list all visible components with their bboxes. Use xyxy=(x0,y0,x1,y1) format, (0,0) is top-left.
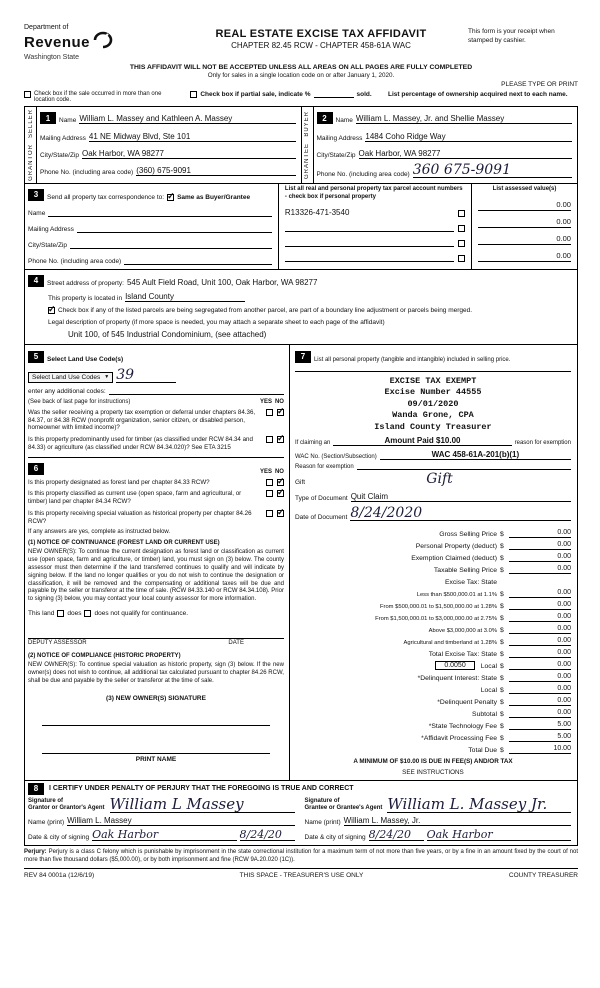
grantee-side-label: GRANTEE xyxy=(304,142,310,179)
s5-q1-yes-checkbox[interactable] xyxy=(266,409,273,416)
s5-q2-no-checkbox[interactable] xyxy=(277,436,284,443)
ownership-note: List percentage of ownership acquired next to each name. xyxy=(388,91,568,98)
s6-no-header: NO xyxy=(274,468,284,475)
dollar-sign: $ xyxy=(499,638,504,646)
stamp-line-4: Wanda Grone, CPA xyxy=(392,410,474,421)
multi-location-checkbox[interactable] xyxy=(24,91,31,98)
forest-land-section xyxy=(28,457,284,764)
money-value-1[interactable]: 0.00 xyxy=(509,541,571,550)
grantee-date-city-b[interactable]: Oak Harbor xyxy=(427,829,571,841)
money-value-3[interactable]: 0.00 xyxy=(509,565,571,574)
money-value-15[interactable]: 0.00 xyxy=(509,709,571,718)
land-does-not-checkbox[interactable] xyxy=(84,610,91,617)
revenue-swirl-icon xyxy=(92,31,114,54)
money-label-7: From $1,500,000.01 to $3,000,000.00 at 2.75% xyxy=(375,615,497,622)
receipt-note: This form is your receipt when stamped by cashier. xyxy=(468,28,555,44)
street-address-label: Street address of property: xyxy=(47,279,124,287)
amount-paid-value[interactable]: Amount Paid $10.00 xyxy=(333,436,511,446)
stamp-line-1: EXCISE TAX EXEMPT xyxy=(389,375,477,386)
segregated-label: Check box if any of the listed parcels are being segregated from another parcel, are part of a boundary line adjustment or parcels being merged. xyxy=(58,306,473,314)
money-label-10: Total Excise Tax: State xyxy=(428,650,497,658)
s5-question-1: Was the seller receiving a property tax exemption or deferral under chapters 84.36, 84.37, or 84.38 RCW (nonprofit organization, senior citizen, or disabled person, homeowner with limited income)? xyxy=(28,408,256,432)
grantee-date-city-a[interactable]: 8/24/20 xyxy=(369,829,424,841)
additional-codes-label: enter any additional codes: xyxy=(28,387,106,395)
money-label-4: Excise Tax: State xyxy=(444,578,497,586)
dollar-sign: $ xyxy=(499,674,504,682)
personal-property-field[interactable] xyxy=(295,363,571,372)
notice-1-title: (1) NOTICE OF CONTINUANCE (FOREST LAND OR CURRENT USE) xyxy=(28,540,220,547)
parcel-numbers-header: List all real and personal property tax parcel account numbers - check box if personal property xyxy=(284,185,463,200)
money-value-8[interactable]: 0.00 xyxy=(509,625,571,634)
legal-description-label: Legal description of property (if more space is needed, you may attach a separate sheet to each page of the affidavit) xyxy=(48,318,385,326)
dollar-sign: $ xyxy=(499,554,504,562)
correspondence-citystatezip-field[interactable] xyxy=(70,248,272,249)
money-value-13[interactable]: 0.00 xyxy=(509,685,571,694)
money-value-18[interactable]: 10.00 xyxy=(509,745,571,754)
stamp-line-5: Island County Treasurer xyxy=(374,421,492,432)
parcel-number-1-value[interactable]: R13326-471-3540 xyxy=(284,207,350,217)
money-label-9: Agricultural and timberland at 1.28% xyxy=(403,639,497,646)
grantor-print-name-label: Name (print) xyxy=(28,818,65,826)
money-value-4 xyxy=(509,585,571,586)
s6-q2-yes-checkbox[interactable] xyxy=(266,490,273,497)
section-1-number: 1 xyxy=(40,112,56,124)
dollar-sign: $ xyxy=(499,530,504,538)
dollar-sign: $ xyxy=(499,650,504,658)
reason-exemption-suffix: reason for exemption xyxy=(514,440,571,447)
buyer-grantee-section xyxy=(302,107,578,183)
dollar-sign: $ xyxy=(499,566,504,574)
dollar-sign: $ xyxy=(499,686,504,694)
dollar-sign: $ xyxy=(499,746,504,754)
correspondence-name-field[interactable] xyxy=(48,216,272,217)
perjury-paragraph xyxy=(24,849,578,865)
land-use-select[interactable] xyxy=(28,372,113,383)
seller-citystatezip-value[interactable]: Oak Harbor, WA 98277 xyxy=(82,149,295,159)
minimum-due-note: A MINIMUM OF $10.00 IS DUE IN FEE(S) AND/OR TAX xyxy=(353,757,513,765)
dollar-sign: $ xyxy=(499,698,504,706)
s6-question-2: Is this property classified as current use (open space, farm and agricultural, or timber) land per chapter 84.34 RCW? xyxy=(28,490,242,506)
dollar-sign: $ xyxy=(499,590,504,598)
money-value-6[interactable]: 0.00 xyxy=(509,601,571,610)
personal-property-title: List all personal property (tangible and intangible) included in selling price. xyxy=(313,356,511,363)
assessed-value-1[interactable]: 0.00 xyxy=(478,200,571,211)
grantor-date-city-b[interactable]: 8/24/20 xyxy=(240,829,295,841)
deputy-assessor-label: DEPUTY ASSESSOR xyxy=(28,640,87,646)
parcel-2-personal-property-checkbox[interactable] xyxy=(458,225,465,232)
dollar-sign: $ xyxy=(499,662,504,670)
grantee-sig-label-2: Grantee or Grantee's Agent xyxy=(304,805,383,812)
date-of-document-label: Date of Document xyxy=(294,514,348,522)
partial-sale-checkbox[interactable] xyxy=(190,91,197,98)
print-name-label: PRINT NAME xyxy=(135,756,177,764)
form-subtitle: CHAPTER 82.45 RCW - CHAPTER 458-61A WAC xyxy=(231,41,411,50)
washington-state-label: Washington State xyxy=(24,54,79,61)
same-as-buyer-label: Same as Buyer/Grantee xyxy=(177,193,251,201)
s5-question-2: Is this property predominantly used for timber (as classified under RCW 84.34 and 84.33) or agriculture (as classified under RCW 84.34.020)? See ETA 3215 xyxy=(28,436,253,451)
grantor-sig-label-1: Signature of xyxy=(28,797,64,804)
land-does-checkbox[interactable] xyxy=(57,610,64,617)
money-value-0[interactable]: 0.00 xyxy=(509,529,571,538)
money-label-1: Personal Property (deduct) xyxy=(415,542,497,550)
s6-q1-yes-checkbox[interactable] xyxy=(266,479,273,486)
located-in-label: This property is located in xyxy=(48,294,123,302)
section-2-number: 2 xyxy=(317,112,333,124)
money-label-3: Taxable Selling Price xyxy=(433,566,497,574)
if-claiming-label: If claiming an xyxy=(294,440,331,447)
money-label-13: Local xyxy=(480,686,497,694)
deputy-date-label: DATE xyxy=(228,640,244,646)
revenue-wordmark: Revenue xyxy=(24,34,91,51)
notice-2-body: NEW OWNER(S): To continue special valuation as historic property, sign (3) below. If the new owner(s) does not wish to continue, all additional tax calculated pursuant to chapter 84.26 RCW, shall be due and payable by the seller or transferor at the time of sale. xyxy=(28,662,284,684)
chevron-down-icon: ▼ xyxy=(104,374,110,381)
grantee-signature-block xyxy=(305,795,572,841)
segregated-checkbox[interactable] xyxy=(48,307,55,314)
please-type-label: PLEASE TYPE OR PRINT xyxy=(501,81,578,88)
grantor-sig-label-2: Grantor or Grantor's Agent xyxy=(28,805,105,812)
money-value-2[interactable]: 0.00 xyxy=(509,553,571,562)
section-4-number: 4 xyxy=(28,275,44,287)
section-8-number: 8 xyxy=(28,783,44,795)
treasurer-use-label: THIS SPACE - TREASURER'S USE ONLY xyxy=(239,872,364,880)
seller-phone-label: Phone No. (including area code) xyxy=(40,169,134,176)
section-3-number: 3 xyxy=(28,189,44,201)
money-label-5: Less than $500,000.01 at 1.1% xyxy=(416,591,497,598)
dollar-sign: $ xyxy=(499,734,504,742)
dollar-sign: $ xyxy=(499,626,504,634)
form-title: REAL ESTATE EXCISE TAX AFFIDAVIT xyxy=(215,28,427,40)
money-label-18: Total Due xyxy=(468,746,497,754)
wac-label: WAC No. (Section/Subsection) xyxy=(294,454,377,461)
partial-sale-percent-field[interactable] xyxy=(314,97,354,98)
money-value-16[interactable]: 5.00 xyxy=(509,721,571,730)
perjury-body: Perjury is a class C felony which is punishable by imprisonment in the state correctional institution for a maximum term of not more than five years, or by a fine in an amount fixed by the court of not more than five thousand dollars ($5,000.00), or by both imprisonment and fine (RCW 9A.20.020 (1C)). xyxy=(24,848,579,863)
assessed-value-2[interactable]: 0.00 xyxy=(478,217,571,228)
grantor-date-city-label: Date & city of signing xyxy=(28,833,90,841)
s5-no-header: NO xyxy=(274,398,284,405)
type-of-document-value[interactable]: Quit Claim xyxy=(351,492,571,502)
money-label-15: Subtotal xyxy=(472,710,497,718)
seller-grantor-section xyxy=(25,107,302,183)
land-use-title: Select Land Use Code(s) xyxy=(47,355,124,363)
reason-field[interactable] xyxy=(357,469,571,470)
money-label-6: From $500,000.01 to $1,500,000.00 at 1.28% xyxy=(379,603,497,610)
stamp-line-3: 09/01/2020 xyxy=(407,398,459,409)
s6-yes-header: YES xyxy=(259,468,272,475)
money-value-12[interactable]: 0.00 xyxy=(509,673,571,682)
date-of-document-handwritten[interactable]: 8/24/2020 xyxy=(350,506,571,521)
certification-section xyxy=(24,781,578,846)
does-not-label: does not qualify for continuance. xyxy=(94,610,189,617)
correspondence-phone-label: Phone No. (including area code) xyxy=(28,257,122,265)
s5-yes-header: YES xyxy=(259,398,272,405)
section-5-number: 5 xyxy=(28,351,44,363)
footer xyxy=(24,868,578,879)
parcel-1-personal-property-checkbox[interactable] xyxy=(458,210,465,217)
does-label: does xyxy=(67,610,82,617)
s6-question-3: Is this property receiving special valuation as historical property per chapter 84.26 RCW? xyxy=(28,509,252,525)
seller-side-label: SELLER xyxy=(27,109,34,139)
parties-section xyxy=(24,106,578,184)
correspondence-address-field[interactable] xyxy=(77,232,272,233)
money-value-7[interactable]: 0.00 xyxy=(509,613,571,622)
grantor-signature-handwritten[interactable]: William L Massey xyxy=(110,797,295,813)
dor-logo-block xyxy=(24,24,174,61)
s6-q3-yes-checkbox[interactable] xyxy=(266,510,273,517)
parcel-3-personal-property-checkbox[interactable] xyxy=(458,240,465,247)
correspondence-name-label: Name xyxy=(28,209,46,217)
grantor-signature-block xyxy=(28,795,295,841)
warning-line: THIS AFFIDAVIT WILL NOT BE ACCEPTED UNLESS ALL AREAS ON ALL PAGES ARE FULLY COMPLETED xyxy=(129,64,473,71)
send-correspondence-label: Send all property tax correspondence to: xyxy=(47,193,165,201)
assessed-values-header: List assessed value(s) xyxy=(492,185,557,192)
money-value-9[interactable]: 0.00 xyxy=(509,637,571,646)
land-use-section xyxy=(28,351,284,452)
s6-q3-no-checkbox[interactable] xyxy=(277,510,284,517)
parcel-number-2-field[interactable] xyxy=(285,223,454,232)
s5-q2-yes-checkbox[interactable] xyxy=(266,436,273,443)
buyer-phone-label: Phone No. (including area code) xyxy=(316,171,410,178)
correspondence-address-label: Mailing Address xyxy=(28,225,74,233)
print-name-field[interactable] xyxy=(42,742,270,754)
street-address-value[interactable]: 545 Ault Field Road, Unit 100, Oak Harbor, WA 98277 xyxy=(126,277,318,287)
buyer-address-value[interactable]: 1484 Coho Ridge Way xyxy=(365,132,572,142)
parcel-4-personal-property-checkbox[interactable] xyxy=(458,255,465,262)
money-label-0: Gross Selling Price xyxy=(439,530,497,538)
correspondence-phone-field[interactable] xyxy=(124,264,272,265)
dollar-sign: $ xyxy=(499,710,504,718)
tax-correspondence-section xyxy=(24,184,578,270)
only-for-sales-line: Only for sales in a single location code on or after January 1, 2020. xyxy=(207,72,395,79)
this-land-label: This land xyxy=(28,610,55,617)
additional-codes-field[interactable] xyxy=(109,394,284,395)
county-treasurer-label: COUNTY TREASURER xyxy=(508,872,578,880)
grantee-print-name-label: Name (print) xyxy=(304,818,341,826)
multi-location-label: Check box if the sale occurred in more than one location code. xyxy=(34,91,162,103)
dollar-sign: $ xyxy=(499,602,504,610)
excise-tax-section xyxy=(290,345,577,780)
wac-value[interactable]: WAC 458-61A-201(b)(1) xyxy=(380,450,571,460)
grantee-sig-label-1: Signature of xyxy=(304,797,340,804)
gift-printed-label: Gift xyxy=(294,479,306,487)
buyer-address-label: Mailing Address xyxy=(316,135,363,142)
buyer-name-value[interactable]: William L. Massey, Jr. and Shellie Massey xyxy=(356,114,572,124)
grantee-date-city-label: Date & city of signing xyxy=(304,833,366,841)
dollar-sign: $ xyxy=(499,542,504,550)
buyer-name-label: Name xyxy=(335,117,353,124)
partial-sale-sold-label: sold. xyxy=(356,91,372,98)
see-back-label: (See back of last page for instructions) xyxy=(28,398,131,405)
s6-q2-no-checkbox[interactable] xyxy=(277,490,284,497)
seller-address-label: Mailing Address xyxy=(40,135,86,142)
notice-3-title: (3) NEW OWNER(S) SIGNATURE xyxy=(106,695,206,703)
buyer-citystatezip-label: City/State/Zip xyxy=(316,152,356,159)
type-of-document-label: Type of Document xyxy=(294,495,348,503)
parcel-number-4-field[interactable] xyxy=(285,253,454,262)
perjury-title: Perjury: xyxy=(24,848,47,855)
same-as-buyer-checkbox[interactable] xyxy=(167,194,174,201)
county-value[interactable]: Island County xyxy=(125,292,245,302)
property-address-section xyxy=(24,270,578,345)
money-value-10[interactable]: 0.00 xyxy=(509,649,571,658)
money-label-2: Exemption Claimed (deduct) xyxy=(411,554,497,562)
money-value-17[interactable]: 5.00 xyxy=(509,733,571,742)
certify-statement: I CERTIFY UNDER PENALTY OF PERJURY THAT THE FOREGOING IS TRUE AND CORRECT xyxy=(49,785,354,793)
header xyxy=(24,24,578,61)
buyer-phone-value-handwritten[interactable]: 360 675-9091 xyxy=(413,163,572,178)
money-value-5[interactable]: 0.00 xyxy=(509,589,571,598)
dollar-sign: $ xyxy=(499,722,504,730)
money-value-14[interactable]: 0.00 xyxy=(509,697,571,706)
seller-address-value[interactable]: 41 NE Midway Blvd, Ste 101 xyxy=(89,132,296,142)
grantor-side-label: GRANTOR xyxy=(27,144,34,181)
see-instructions-note: SEE INSTRUCTIONS xyxy=(402,768,464,776)
legal-description-value[interactable]: Unit 100, of 545 Industrial Condominium, (see attached) xyxy=(68,329,267,339)
land-use-code-handwritten[interactable]: 39 xyxy=(116,368,176,383)
new-owner-signature-field[interactable] xyxy=(42,714,270,726)
section-6-number: 6 xyxy=(28,463,44,475)
grantor-print-name-value[interactable]: William L. Massey xyxy=(67,816,294,826)
money-label-11: Local xyxy=(480,662,497,670)
form-rev-number: REV 84 0001a (12/6/19) xyxy=(24,872,95,880)
department-of-label: Department of xyxy=(24,24,69,31)
assessed-value-4[interactable]: 0.00 xyxy=(478,251,571,262)
buyer-side-label: BUYER xyxy=(304,111,310,137)
money-label-8: Above $3,000,000 at 3.0% xyxy=(428,627,497,634)
correspondence-citystatezip-label: City/State/Zip xyxy=(28,241,68,249)
money-label-14: *Delinquent Penalty xyxy=(437,698,497,706)
notice-2-title: (2) NOTICE OF COMPLIANCE (HISTORIC PROPERTY) xyxy=(28,653,181,659)
if-yes-note: If any answers are yes, complete as instructed below. xyxy=(28,529,171,536)
money-label-16: *State Technology Fee xyxy=(428,722,497,730)
land-use-select-value: Select Land Use Codes xyxy=(32,373,101,381)
grantor-date-city-a[interactable]: Oak Harbor xyxy=(92,829,236,841)
assessed-value-3[interactable]: 0.00 xyxy=(478,234,571,245)
deputy-assessor-signature-field[interactable] xyxy=(28,627,284,639)
parcel-number-3-field[interactable] xyxy=(285,238,454,247)
seller-citystatezip-label: City/State/Zip xyxy=(40,152,80,159)
money-label-12: *Delinquent Interest: State xyxy=(417,674,497,682)
local-rate-box[interactable]: 0.0050 xyxy=(435,661,474,670)
treasurer-stamp xyxy=(295,376,571,433)
money-table xyxy=(295,527,571,754)
gift-handwritten[interactable]: Gift xyxy=(426,471,453,488)
seller-name-label: Name xyxy=(59,117,77,124)
grantee-print-name-value[interactable]: William L. Massey, Jr. xyxy=(344,816,571,826)
partial-sale-label: Check box if partial sale, indicate % xyxy=(200,91,311,98)
s6-question-1: Is this property designated as forest land per chapter 84.33 RCW? xyxy=(28,478,210,486)
seller-phone-value[interactable]: (360) 675-9091 xyxy=(136,166,295,176)
stamp-line-2: Excise Number 44555 xyxy=(384,387,482,398)
reason-for-exemption-label: Reason for exemption xyxy=(294,464,354,471)
dollar-sign: $ xyxy=(499,614,504,622)
s5-q1-no-checkbox[interactable] xyxy=(277,409,284,416)
s6-q1-no-checkbox[interactable] xyxy=(277,479,284,486)
money-value-11[interactable]: 0.00 xyxy=(509,661,571,670)
buyer-citystatezip-value[interactable]: Oak Harbor, WA 98277 xyxy=(359,149,572,159)
money-label-17: *Affidavit Processing Fee xyxy=(421,734,497,742)
lower-columns xyxy=(24,345,578,781)
notice-1-body: NEW OWNER(S): To continue the current designation as forest land or classification as current use (open space, farm and agriculture, or timber) land, you must sign on (3) below. The county assessor must then determine if the land transferred continues to qualify and will indicate by signing below. If the land no longer qualifies or you do not wish to continue the designation or classification, it will be removed and the compensating or additional taxes will be due and payable by the seller or transferor at the time of sale. (RCW 84.33.140 or RCW 84.34.108). Prior to signing (3) below, you may contact your local county assessor for more information. xyxy=(28,549,284,603)
seller-name-value[interactable]: William L. Massey and Kathleen A. Massey xyxy=(79,114,295,124)
grantee-signature-handwritten[interactable]: William L. Massey Jr. xyxy=(387,797,571,813)
section-7-number: 7 xyxy=(295,351,311,363)
